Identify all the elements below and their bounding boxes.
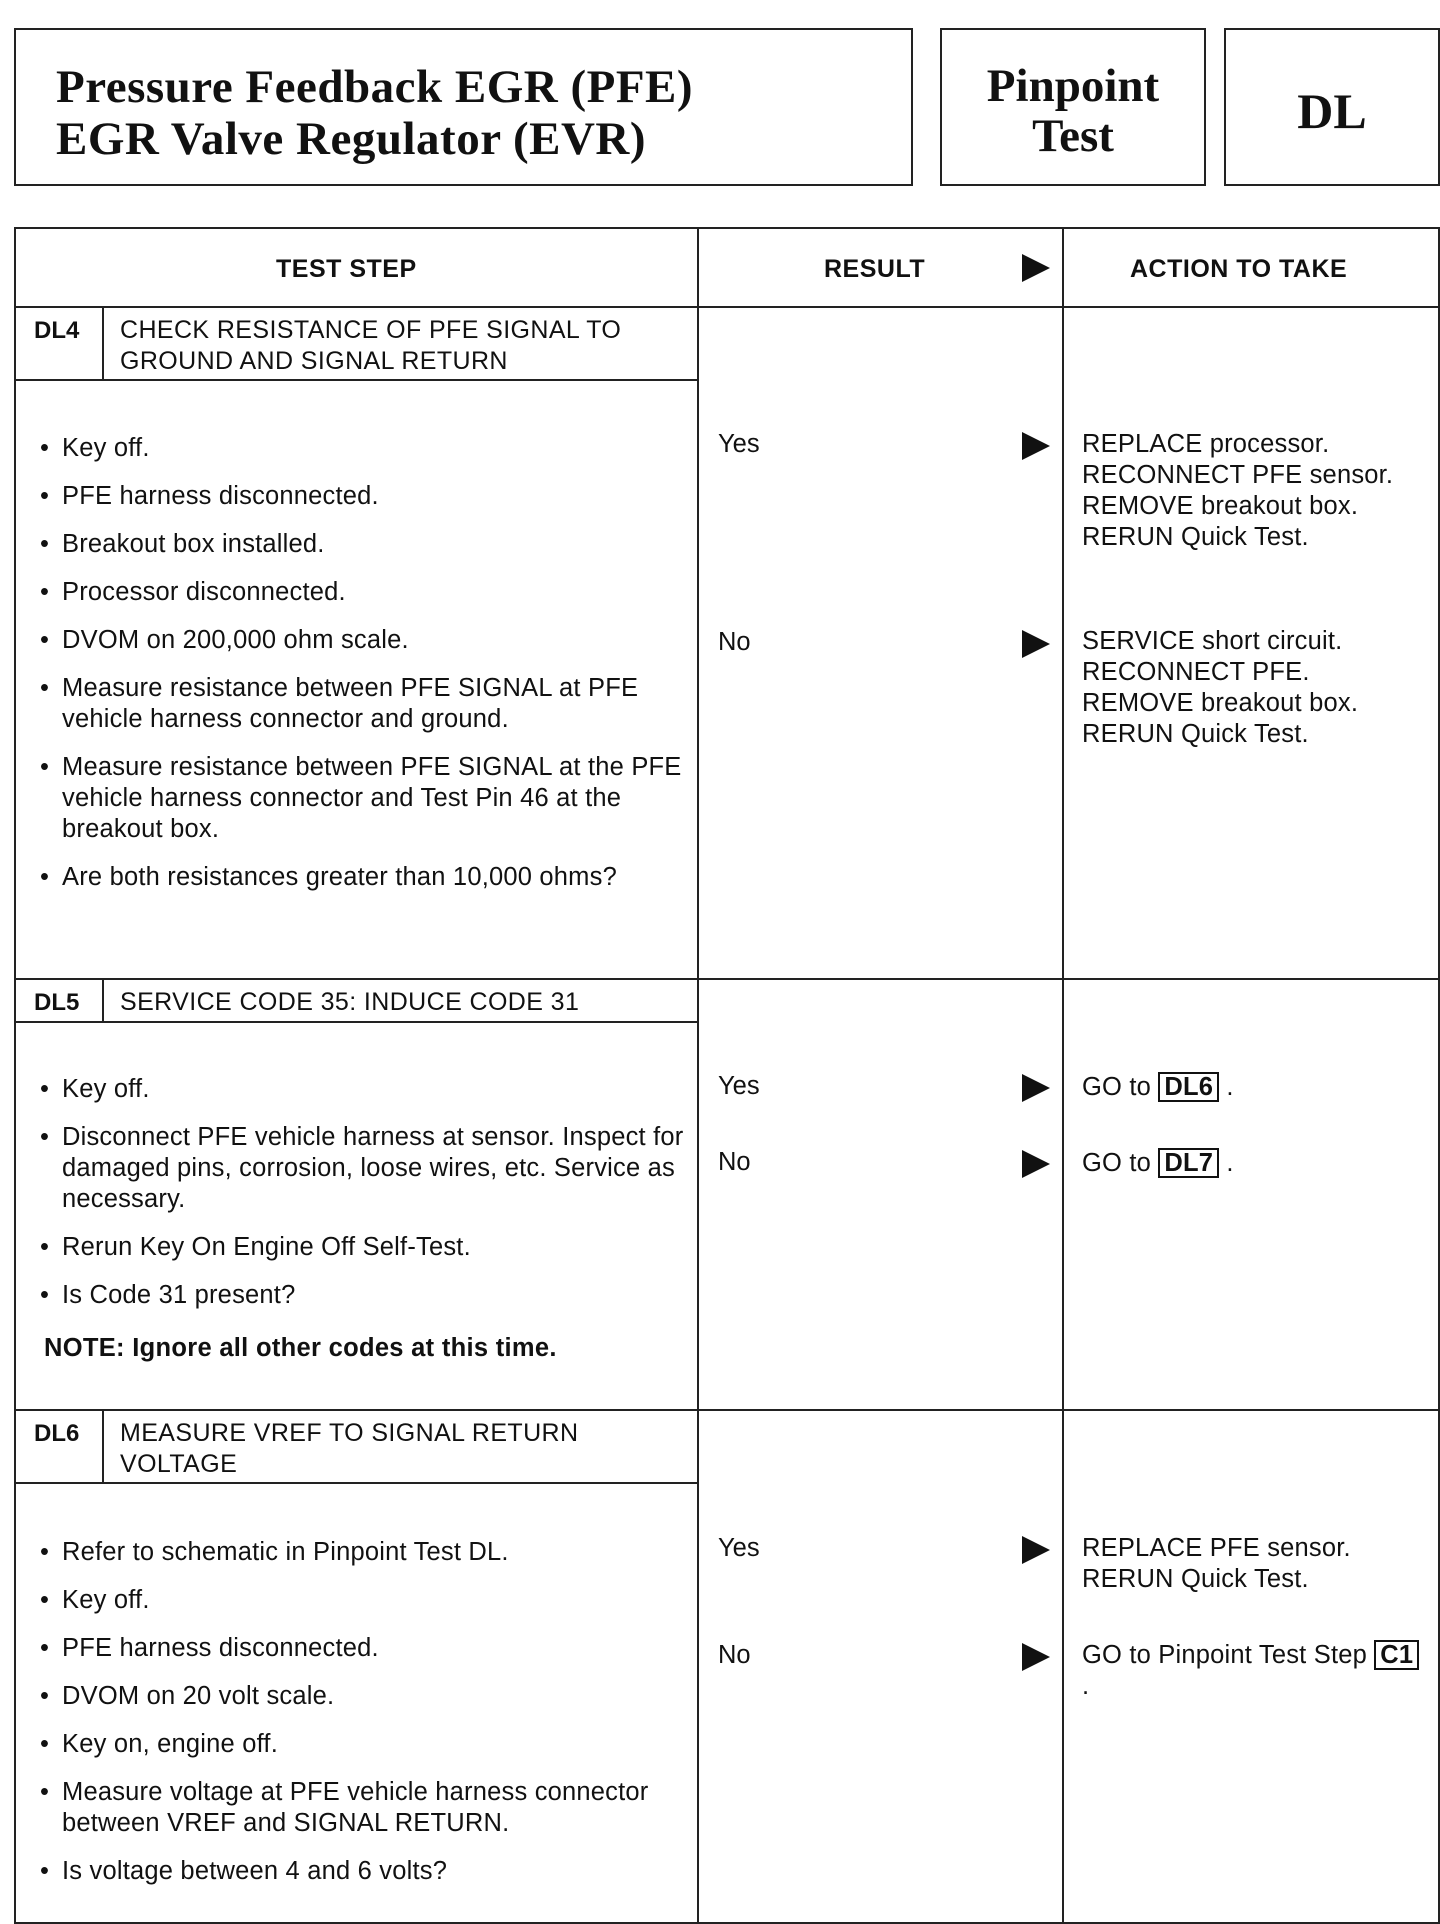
step-instructions-dl5 [38,1074,688,1328]
list-item: • Measure resistance between PFE SIGNAL at the PFE vehicle harness connector and Test Pin 46 at the breakout box. [38,752,688,845]
list-item: • Key on, engine off. [38,1729,688,1760]
action-go-to-c1 [1082,1640,1422,1702]
list-item: • Key off. [38,1585,688,1616]
arrow-icon [1022,1074,1050,1102]
arrow-icon [1022,1536,1050,1564]
column-divider-1 [697,229,699,1922]
header-action: ACTION TO TAKE [1130,255,1348,283]
list-item: • Key off. [38,1074,688,1105]
test-code-box [1224,28,1440,186]
result-no: No [718,1641,751,1669]
step-header-dl6 [16,1411,697,1484]
list-item: • Breakout box installed. [38,529,688,560]
list-item: • Is Code 31 present? [38,1280,688,1311]
action-go-to-dl6 [1082,1072,1422,1103]
list-item: • Disconnect PFE vehicle harness at sensor. Inspect for damaged pins, corrosion, loose wires, etc. Service as necessary. [38,1122,688,1215]
list-item: • Processor disconnected. [38,577,688,608]
page-title-line-1: Pressure Feedback EGR (PFE) [56,61,694,113]
step-id: DL4 [16,308,104,379]
result-yes: Yes [718,430,760,458]
list-item: • Measure voltage at PFE vehicle harness connector between VREF and SIGNAL RETURN. [38,1777,688,1839]
action-text: REPLACE PFE sensor. RERUN Quick Test. [1082,1534,1351,1593]
result-yes: Yes [718,1534,760,1562]
list-item: • PFE harness disconnected. [38,481,688,512]
step-title: SERVICE CODE 35: INDUCE CODE 31 [120,988,580,1016]
title-box [14,28,913,186]
action-text: REPLACE processor. RECONNECT PFE sensor. REMOVE breakout box. RERUN Quick Test. [1082,430,1394,551]
arrow-icon [1022,1150,1050,1178]
action-suffix: . [1226,1073,1234,1101]
arrow-icon [1022,254,1050,282]
list-item: • PFE harness disconnected. [38,1633,688,1664]
arrow-icon [1022,1643,1050,1671]
action-suffix: . [1082,1672,1090,1700]
action-go-to-dl7 [1082,1148,1422,1179]
action-prefix: GO to [1082,1073,1152,1101]
pinpoint-table [14,227,1440,1924]
result-no: No [718,1148,751,1176]
result-yes: Yes [718,1072,760,1100]
pinpoint-test-box [940,28,1206,186]
list-item: • Key off. [38,433,688,464]
list-item: • DVOM on 200,000 ohm scale. [38,625,688,656]
step-header-dl4 [16,308,697,381]
step-instructions-dl4 [38,433,688,910]
list-item: • Rerun Key On Engine Off Self-Test. [38,1232,688,1263]
note-text: NOTE: Ignore all other codes at this time. [44,1334,557,1362]
test-code: DL [1297,83,1367,139]
step-instructions-dl6 [38,1537,688,1904]
header-test-step: TEST STEP [276,255,417,283]
action-text: SERVICE short circuit. RECONNECT PFE. REMOVE breakout box. RERUN Quick Test. [1082,627,1359,748]
test-label: Test [1032,110,1114,162]
list-item: • Refer to schematic in Pinpoint Test DL. [38,1537,688,1568]
list-item: • Is voltage between 4 and 6 volts? [38,1856,688,1887]
arrow-icon [1022,630,1050,658]
step-id: DL6 [16,1411,104,1482]
list-item: • Are both resistances greater than 10,000 ohms? [38,862,688,893]
step-id: DL5 [16,980,104,1021]
result-no: No [718,628,751,656]
step-ref-dl6[interactable]: DL6 [1158,1072,1219,1102]
step-ref-c1[interactable]: C1 [1374,1640,1419,1670]
step-ref-dl7[interactable]: DL7 [1158,1148,1219,1178]
action-prefix: GO to [1082,1149,1152,1177]
step-header-dl5 [16,980,697,1023]
pinpoint-label: Pinpoint [986,60,1160,112]
header-result: RESULT [824,255,926,283]
step-title: CHECK RESISTANCE OF PFE SIGNAL TO GROUND AND SIGNAL RETURN [120,316,622,375]
arrow-icon [1022,432,1050,460]
action-prefix: GO to Pinpoint Test Step [1082,1641,1367,1669]
list-item: • DVOM on 20 volt scale. [38,1681,688,1712]
column-divider-2 [1062,229,1064,1922]
step-title: MEASURE VREF TO SIGNAL RETURN VOLTAGE [120,1419,579,1478]
list-item: • Measure resistance between PFE SIGNAL at PFE vehicle harness connector and ground. [38,673,688,735]
page-title-line-2: EGR Valve Regulator (EVR) [56,113,646,165]
action-suffix: . [1226,1149,1234,1177]
